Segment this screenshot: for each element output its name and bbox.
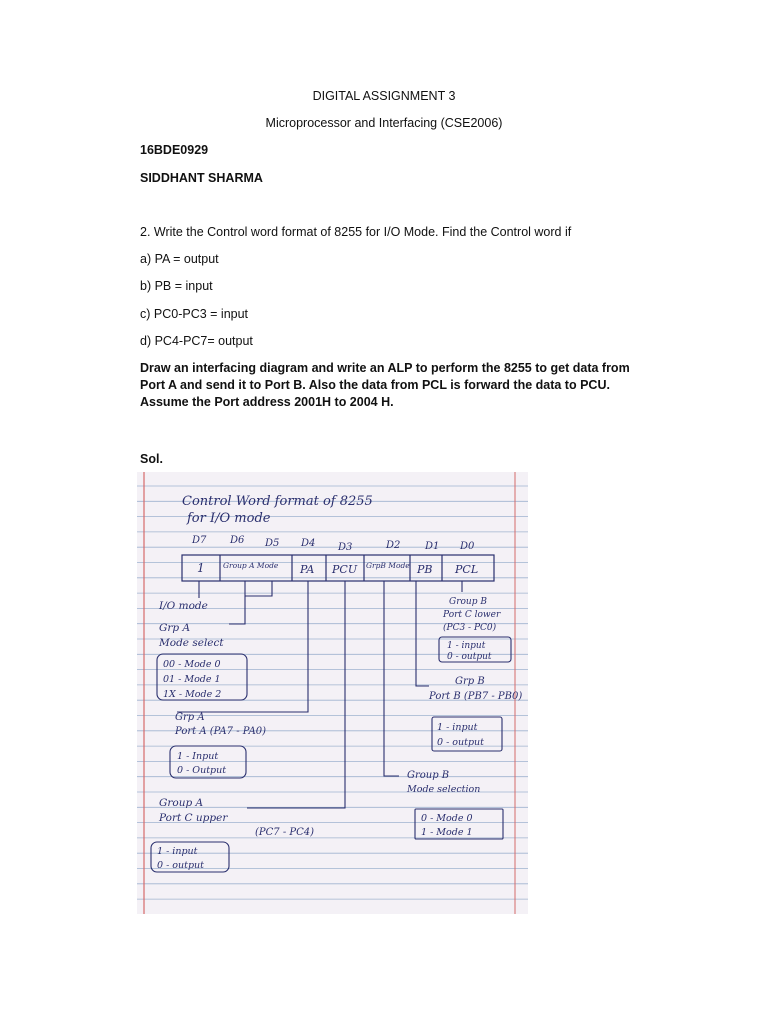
grp-a-port-c-note-3: (PC7 - PC4) — [255, 827, 315, 838]
bit-label: D4 — [301, 538, 316, 549]
bit-label: D2 — [386, 540, 401, 551]
io-mode-note: I/O mode — [159, 600, 208, 612]
grp-b-mode-note-2: Mode selection — [407, 784, 481, 795]
grp-a-mode-1: 01 - Mode 1 — [163, 674, 221, 685]
heading-line2: for I/O mode — [187, 511, 271, 526]
heading-line1: Control Word format of 8255 — [182, 494, 373, 509]
grp-a-mode-0: 00 - Mode 0 — [163, 659, 221, 670]
grp-a-mode-note-2: Mode select — [159, 637, 224, 649]
grp-b-port-c-note: Group B — [449, 597, 487, 607]
question-prompt: 2. Write the Control word format of 8255 for I/O Mode. Find the Control word if — [140, 225, 572, 239]
assignment-title: DIGITAL ASSIGNMENT 3 — [312, 89, 456, 103]
question-item-c: c) PC0-PC3 = input — [140, 307, 249, 321]
student-name: SIDDHANT SHARMA — [140, 171, 263, 185]
course-title: Microprocessor and Interfacing (CSE2006) — [265, 116, 503, 130]
cell-d7: 1 — [197, 561, 205, 575]
port-a-option-1: 1 - Input — [177, 751, 219, 762]
handwritten-solution-photo — [137, 472, 528, 914]
port-b-option-1: 1 - input — [437, 722, 478, 733]
bit-label: D7 — [192, 535, 207, 546]
port-c-upper-option-0: 0 - output — [157, 860, 204, 871]
grp-a-port-a-note: Grp A — [175, 712, 205, 723]
bit-label: D6 — [230, 535, 245, 546]
cell-pcu: PCU — [332, 563, 358, 576]
grp-a-mode-2: 1X - Mode 2 — [163, 689, 222, 700]
bit-label: D3 — [338, 542, 353, 553]
bit-label: D1 — [425, 541, 440, 552]
cell-grpb-mode: GrpB Mode — [366, 561, 410, 570]
port-c-lower-option-0: 0 - output — [447, 652, 492, 662]
grp-b-port-c-note-3: (PC3 - PC0) — [443, 623, 497, 633]
question-item-d: d) PC4-PC7= output — [140, 334, 253, 348]
question-task: Draw an interfacing diagram and write an ALP to perform the 8255 to get data from Port A and send it to Port B. Also the data from PCL is forward the data to PCU. Assume the Port address 2001H to 2004 H. — [140, 361, 630, 409]
bit-label: D5 — [265, 538, 280, 549]
solution-label: Sol. — [140, 452, 163, 466]
grp-a-mode-note: Grp A — [159, 622, 191, 634]
grp-b-port-b-note-2: Port B (PB7 - PB0) — [429, 691, 523, 702]
port-c-lower-option-1: 1 - input — [447, 641, 486, 651]
grp-b-mode-1: 1 - Mode 1 — [421, 827, 473, 838]
grp-a-port-c-note-2: Port C upper — [159, 812, 228, 824]
cell-group-a-mode: Group A Mode — [223, 561, 279, 570]
handwritten-diagram — [137, 472, 528, 914]
cell-pa: PA — [300, 563, 315, 576]
grp-b-mode-0: 0 - Mode 0 — [421, 813, 473, 824]
grp-a-port-a-note-2: Port A (PA7 - PA0) — [175, 726, 267, 737]
grp-b-mode-note: Group B — [407, 770, 450, 781]
grp-b-port-c-note-2: Port C lower — [443, 610, 501, 620]
registration-number: 16BDE0929 — [140, 143, 209, 157]
port-a-option-0: 0 - Output — [177, 765, 227, 776]
port-b-option-0: 0 - output — [437, 737, 484, 748]
port-c-upper-option-1: 1 - input — [157, 846, 198, 857]
bit-label: D0 — [460, 541, 475, 552]
cell-pb: PB — [417, 563, 433, 576]
cell-pcl: PCL — [455, 563, 479, 576]
grp-a-port-c-note: Group A — [159, 797, 204, 809]
question-item-b: b) PB = input — [140, 279, 213, 293]
question-item-a: a) PA = output — [140, 252, 219, 266]
bit-labels — [191, 535, 475, 553]
grp-b-port-b-note: Grp B — [455, 676, 485, 687]
